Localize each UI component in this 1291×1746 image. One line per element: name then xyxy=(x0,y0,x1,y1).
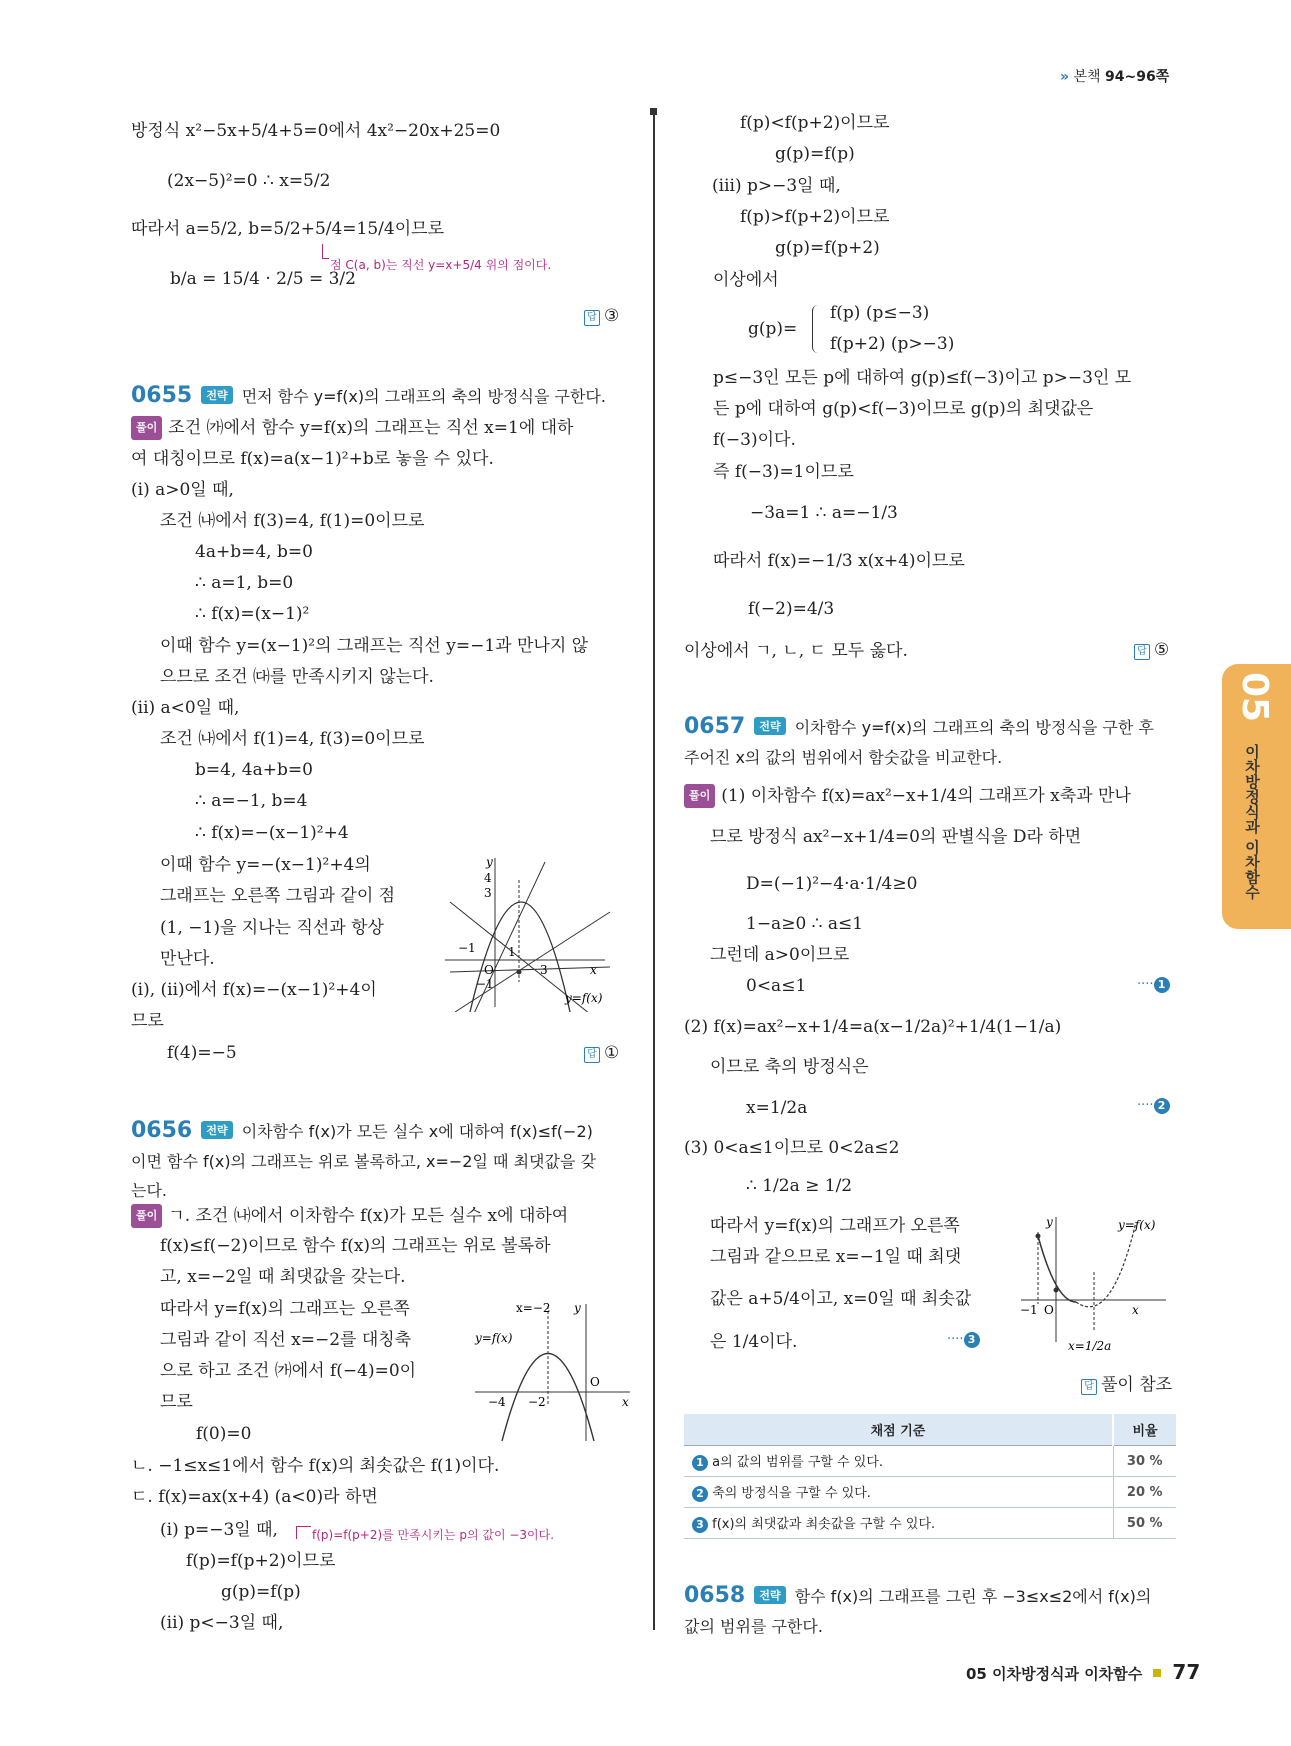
right-line-0: f(p)<f(p+2)이므로 xyxy=(740,113,890,133)
grading-header xyxy=(684,1414,1176,1446)
answer-icon: 답 xyxy=(584,1047,600,1063)
sol-0655-line-10: 조건 ㈏에서 f(1)=4, f(3)=0이므로 xyxy=(160,729,425,749)
sol-0655-line-13: ∴ f(x)=−(x−1)²+4 xyxy=(195,823,349,843)
sol-0657-line-4: 그런데 a>0이므로 xyxy=(710,945,850,965)
sol-0655-line-2: (i) a>0일 때, xyxy=(131,480,234,500)
right-line-3: f(p)>f(p+2)이므로 xyxy=(740,207,890,227)
right-line-16: 이상에서 ㄱ, ㄴ, ㄷ 모두 옳다. xyxy=(684,641,908,661)
sol-0657-line-10: ∴ 1/2a ≥ 1/2 xyxy=(746,1176,853,1196)
label-3: 3 xyxy=(484,886,492,900)
right-line-5: 이상에서 xyxy=(713,270,779,290)
label-xm2: x=−2 xyxy=(516,1301,551,1315)
problem-0655-header xyxy=(131,383,606,408)
answer-0654 xyxy=(584,306,619,326)
label-x: x xyxy=(622,1395,629,1409)
label-m1: −1 xyxy=(1020,1303,1038,1317)
sol-0655-line-19: 므로 xyxy=(131,1011,164,1031)
divider-cap xyxy=(650,108,657,115)
sol-0655-line-9: (ii) a<0일 때, xyxy=(131,698,240,718)
point-neg1 xyxy=(1036,1234,1041,1239)
grading-table xyxy=(684,1414,1176,1539)
page-footer xyxy=(966,1660,1200,1684)
sol-0657-line-12: 그림과 같으므로 x=−1일 때 최댓 xyxy=(710,1247,962,1267)
label-o: O xyxy=(1044,1303,1054,1317)
label-y: y xyxy=(486,855,493,869)
answer-icon: 답 xyxy=(1134,644,1150,660)
page-header xyxy=(1060,66,1169,86)
line-text: ㄱ. 조건 ㈏에서 이차함수 f(x)가 모든 실수 x에 대하여 xyxy=(168,1206,569,1226)
strategy-tag: 전략 xyxy=(754,717,785,735)
mark-3-icon: 3 xyxy=(964,1332,980,1348)
sol-0655-line-12: ∴ a=−1, b=4 xyxy=(195,791,308,811)
mark-3: ···· 3 xyxy=(947,1332,980,1348)
sol-0656-line-12: g(p)=f(p) xyxy=(221,1582,301,1602)
sol-0655-line-16: (1, −1)을 지나는 직선과 항상 xyxy=(160,918,384,938)
problem-0658-header xyxy=(684,1583,1184,1637)
right-line-14: 따라서 f(x)=−1/3 x(x+4)이므로 xyxy=(713,551,965,571)
label-3x: 3 xyxy=(540,963,548,977)
right-line-13: −3a=1 ∴ a=−1/3 xyxy=(750,503,898,523)
label-y: y xyxy=(574,1301,581,1315)
sol-0656-line-4: 그림과 같이 직선 x=−2를 대칭축 xyxy=(160,1330,412,1350)
label-o: O xyxy=(484,963,494,977)
strategy-tag: 전략 xyxy=(754,1586,785,1604)
sol-0655-line-4: 4a+b=4, b=0 xyxy=(195,542,313,562)
problem-0657-header xyxy=(684,714,1184,768)
header-arrow-icon: » xyxy=(1060,69,1070,85)
answer-icon: 답 xyxy=(1081,1379,1097,1395)
sol-0656-line-6: 므로 xyxy=(160,1392,193,1412)
label-4: 4 xyxy=(484,871,492,885)
header-pages: 94~96쪽 xyxy=(1105,69,1170,85)
label-yf: y=f(x) xyxy=(475,1331,513,1345)
strategy-text-2: 이면 함수 f(x)의 그래프는 위로 볼록하고, x=−2일 때 최댓값을 갖 xyxy=(131,1152,596,1171)
label-axis: x=1/2a xyxy=(1068,1339,1112,1353)
graph-0656 xyxy=(470,1296,640,1444)
grading-row xyxy=(684,1477,1176,1508)
sol-0657-line-11: 따라서 y=f(x)의 그래프가 오른쪽 xyxy=(710,1216,960,1236)
sol-0655-line-20: f(4)=−5 xyxy=(167,1043,237,1063)
strategy-text-2: 값의 범위를 구한다. xyxy=(684,1617,823,1636)
sol-0655-line-8: 으므로 조건 ㈐를 만족시키지 않는다. xyxy=(160,667,434,687)
header-book: 본책 xyxy=(1073,69,1101,85)
sol-0656-line-8: ㄴ. −1≤x≤1에서 함수 f(x)의 최솟값은 f(1)이다. xyxy=(131,1456,500,1476)
sol-0655-line-11: b=4, 4a+b=0 xyxy=(195,760,313,780)
footer-square-icon xyxy=(1153,1669,1161,1677)
sol-0655-line-7: 이때 함수 y=(x−1)²의 그래프는 직선 y=−1과 만나지 않 xyxy=(160,636,589,656)
problem-number: 0655 xyxy=(131,383,193,408)
row-ratio: 20 % xyxy=(1113,1477,1176,1508)
note-0656: f(p)=f(p+2)를 만족시키는 p의 값이 −3이다. xyxy=(312,1528,555,1542)
column-divider xyxy=(653,110,655,1630)
sol-0657-line-13: 값은 a+5/4이고, x=0일 때 최솟값 xyxy=(710,1289,972,1309)
line-text: 조건 ㈎에서 함수 y=f(x)의 그래프는 직선 x=1에 대하 xyxy=(168,418,574,438)
graph-0655 xyxy=(440,852,630,1012)
sol-0655-line-0 xyxy=(131,416,573,440)
answer-value: ① xyxy=(604,1043,620,1063)
strategy-tag: 전략 xyxy=(201,1121,232,1139)
label-curve: y=f(x) xyxy=(565,991,603,1005)
strategy-text-1: 이차함수 y=f(x)의 그래프의 축의 방정식을 구한 후 xyxy=(794,718,1154,737)
sol-0655-line-3: 조건 ㈏에서 f(3)=4, f(1)=0이므로 xyxy=(160,511,425,531)
problem-number: 0656 xyxy=(131,1118,193,1143)
sol-0656-line-13: (ii) p<−3일 때, xyxy=(160,1613,284,1633)
row-text: 축의 방정식을 구할 수 있다. xyxy=(712,1486,871,1501)
row-marker-icon: 1 xyxy=(692,1455,708,1471)
strategy-text-1: 함수 f(x)의 그래프를 그린 후 −3≤x≤2에서 f(x)의 xyxy=(794,1587,1152,1606)
sol-0657-line-0 xyxy=(684,784,1131,808)
grading-header-criteria: 채점 기준 xyxy=(684,1414,1113,1446)
mark-2-icon: 2 xyxy=(1154,1098,1170,1114)
graph-0657 xyxy=(1016,1212,1186,1362)
solution-tag: 풀이 xyxy=(131,416,162,440)
row-marker-icon: 2 xyxy=(692,1486,708,1502)
right-line-10: 든 p에 대하여 g(p)<f(−3)이므로 g(p)의 최댓값은 xyxy=(713,399,1094,419)
sol-0656-line-1: f(x)≤f(−2)이므로 함수 f(x)의 그래프는 위로 볼록하 xyxy=(160,1236,551,1256)
sol-0656-line-10: (i) p=−3일 때, xyxy=(160,1520,278,1540)
answer-value: ⑤ xyxy=(1154,640,1170,660)
sol-0657-line-7: 이므로 축의 방정식은 xyxy=(710,1057,869,1077)
right-line-8: f(p+2) (p>−3) xyxy=(830,334,955,354)
sol-0657-line-9: (3) 0<a≤1이므로 0<2a≤2 xyxy=(684,1138,900,1158)
row-ratio: 50 % xyxy=(1113,1508,1176,1539)
left-line-3: 따라서 a=5/2, b=5/2+5/4=15/4이므로 xyxy=(131,219,444,239)
parabola xyxy=(470,902,570,1012)
strategy-text-2: 주어진 x의 값의 범위에서 함숫값을 비교한다. xyxy=(684,748,1003,767)
footer-chapter: 05 이차방정식과 이차함수 xyxy=(966,1665,1143,1683)
grading-row xyxy=(684,1446,1176,1477)
sol-0657-line-5: 0<a≤1 xyxy=(746,976,807,996)
right-line-6: g(p)= xyxy=(748,319,798,339)
parabola-dashed xyxy=(1076,1222,1136,1307)
line-d xyxy=(450,967,610,972)
sol-0655-line-5: ∴ a=1, b=0 xyxy=(195,573,294,593)
right-line-12: 즉 f(−3)=1이므로 xyxy=(713,462,854,482)
right-line-2: (iii) p>−3일 때, xyxy=(712,176,841,196)
side-tab-label: 이차방정식과 이차함수 xyxy=(1243,744,1261,900)
sol-0657-line-2: D=(−1)²−4·a·1/4≥0 xyxy=(746,874,918,894)
sol-0655-line-6: ∴ f(x)=(x−1)² xyxy=(195,604,310,624)
solution-tag: 풀이 xyxy=(684,784,715,808)
side-tab-number: 05 xyxy=(1234,672,1275,723)
sol-0656-line-2: 고, x=−2일 때 최댓값을 갖는다. xyxy=(160,1267,406,1287)
point-0 xyxy=(1054,1288,1059,1293)
footer-page: 77 xyxy=(1172,1660,1201,1684)
row-text: f(x)의 최댓값과 최솟값을 구할 수 있다. xyxy=(712,1517,936,1532)
left-note-c: 점 C(a, b)는 직선 y=x+5/4 위의 점이다. xyxy=(330,258,552,272)
right-line-11: f(−3)이다. xyxy=(713,430,796,450)
row-text: a의 값의 범위를 구할 수 있다. xyxy=(712,1455,884,1470)
label-y: y xyxy=(1046,1215,1053,1229)
brace xyxy=(812,305,819,353)
sol-0657-line-1: 므로 방정식 ax²−x+1/4=0의 판별식을 D라 하면 xyxy=(710,827,1082,847)
label-m4: −4 xyxy=(488,1395,506,1409)
label-1: 1 xyxy=(508,945,516,959)
label-neg1y: −1 xyxy=(476,977,494,991)
left-line-2: (2x−5)²=0 ∴ x=5/2 xyxy=(167,171,331,191)
label-x: x xyxy=(590,963,597,977)
row-marker-icon: 3 xyxy=(692,1517,708,1533)
problem-0656-header xyxy=(131,1118,631,1201)
sol-0657-line-6: (2) f(x)=ax²−x+1/4=a(x−1/2a)²+1/4(1−1/a) xyxy=(684,1017,1062,1037)
line-text: (1) 이차함수 f(x)=ax²−x+1/4의 그래프가 x축과 만나 xyxy=(721,786,1131,806)
strategy-tag: 전략 xyxy=(201,386,232,404)
answer-icon: 답 xyxy=(584,310,600,326)
label-yf: y=f(x) xyxy=(1118,1218,1156,1232)
grading-row xyxy=(684,1508,1176,1539)
left-note-bracket xyxy=(322,244,329,259)
mark-2: ···· 2 xyxy=(1137,1098,1170,1114)
sol-0655-line-17: 만난다. xyxy=(160,949,215,969)
sol-0656-line-3: 따라서 y=f(x)의 그래프는 오른쪽 xyxy=(160,1299,410,1319)
note-0656-bracket xyxy=(296,1526,311,1539)
strategy-text: 먼저 함수 y=f(x)의 그래프의 축의 방정식을 구한다. xyxy=(241,387,606,406)
right-line-4: g(p)=f(p+2) xyxy=(775,238,880,258)
left-line-1: 방정식 x²−5x+5/4+5=0에서 4x²−20x+25=0 xyxy=(131,121,501,141)
label-neg1x: −1 xyxy=(458,941,476,955)
sol-0656-line-5: 으로 하고 조건 ㈎에서 f(−4)=0이 xyxy=(160,1361,417,1381)
sol-0657-line-8: x=1/2a xyxy=(746,1098,808,1118)
right-line-15: f(−2)=4/3 xyxy=(748,599,835,619)
strategy-text-1: 이차함수 f(x)가 모든 실수 x에 대하여 f(x)≤f(−2) xyxy=(241,1122,593,1141)
left-line-4: b/a = 15/4 · 2/5 = 3/2 xyxy=(170,269,356,289)
strategy-text-3: 는다. xyxy=(131,1181,167,1200)
solution-tag: 풀이 xyxy=(131,1204,162,1228)
right-line-7: f(p) (p≤−3) xyxy=(830,303,930,323)
label-o: O xyxy=(590,1375,600,1389)
right-line-1: g(p)=f(p) xyxy=(775,144,855,164)
label-x: x xyxy=(1132,1303,1139,1317)
mark-1: ···· 1 xyxy=(1137,977,1170,993)
answer-value: ③ xyxy=(604,306,620,326)
problem-number: 0658 xyxy=(684,1583,746,1608)
answer-0656 xyxy=(1134,640,1169,660)
grading-header-ratio: 비율 xyxy=(1113,1414,1176,1446)
side-tab xyxy=(1222,664,1291,929)
sol-0655-line-14: 이때 함수 y=−(x−1)²+4의 xyxy=(160,855,371,875)
answer-0657 xyxy=(1081,1370,1172,1395)
answer-value: 풀이 참조 xyxy=(1101,1375,1173,1395)
sol-0656-line-7: f(0)=0 xyxy=(196,1424,252,1444)
sol-0655-line-1: 여 대칭이므로 f(x)=a(x−1)²+b로 놓을 수 있다. xyxy=(131,449,494,469)
mark-1-icon: 1 xyxy=(1154,977,1170,993)
sol-0657-line-14: 은 1/4이다. xyxy=(710,1332,798,1352)
sol-0655-line-18: (i), (ii)에서 f(x)=−(x−1)²+4이 xyxy=(131,980,377,1000)
sol-0655-line-15: 그래프는 오른쪽 그림과 같이 점 xyxy=(160,886,396,906)
sol-0656-line-0 xyxy=(131,1204,568,1228)
label-m2: −2 xyxy=(528,1395,546,1409)
right-line-9: p≤−3인 모든 p에 대하여 g(p)≤f(−3)이고 p>−3인 모 xyxy=(713,368,1132,388)
problem-number: 0657 xyxy=(684,714,746,739)
sol-0656-line-9: ㄷ. f(x)=ax(x+4) (a<0)라 하면 xyxy=(131,1487,378,1507)
row-ratio: 30 % xyxy=(1113,1446,1176,1477)
answer-0655 xyxy=(584,1043,619,1063)
point xyxy=(517,970,522,975)
sol-0657-line-3: 1−a≥0 ∴ a≤1 xyxy=(746,914,864,934)
sol-0656-line-11: f(p)=f(p+2)이므로 xyxy=(186,1551,336,1571)
